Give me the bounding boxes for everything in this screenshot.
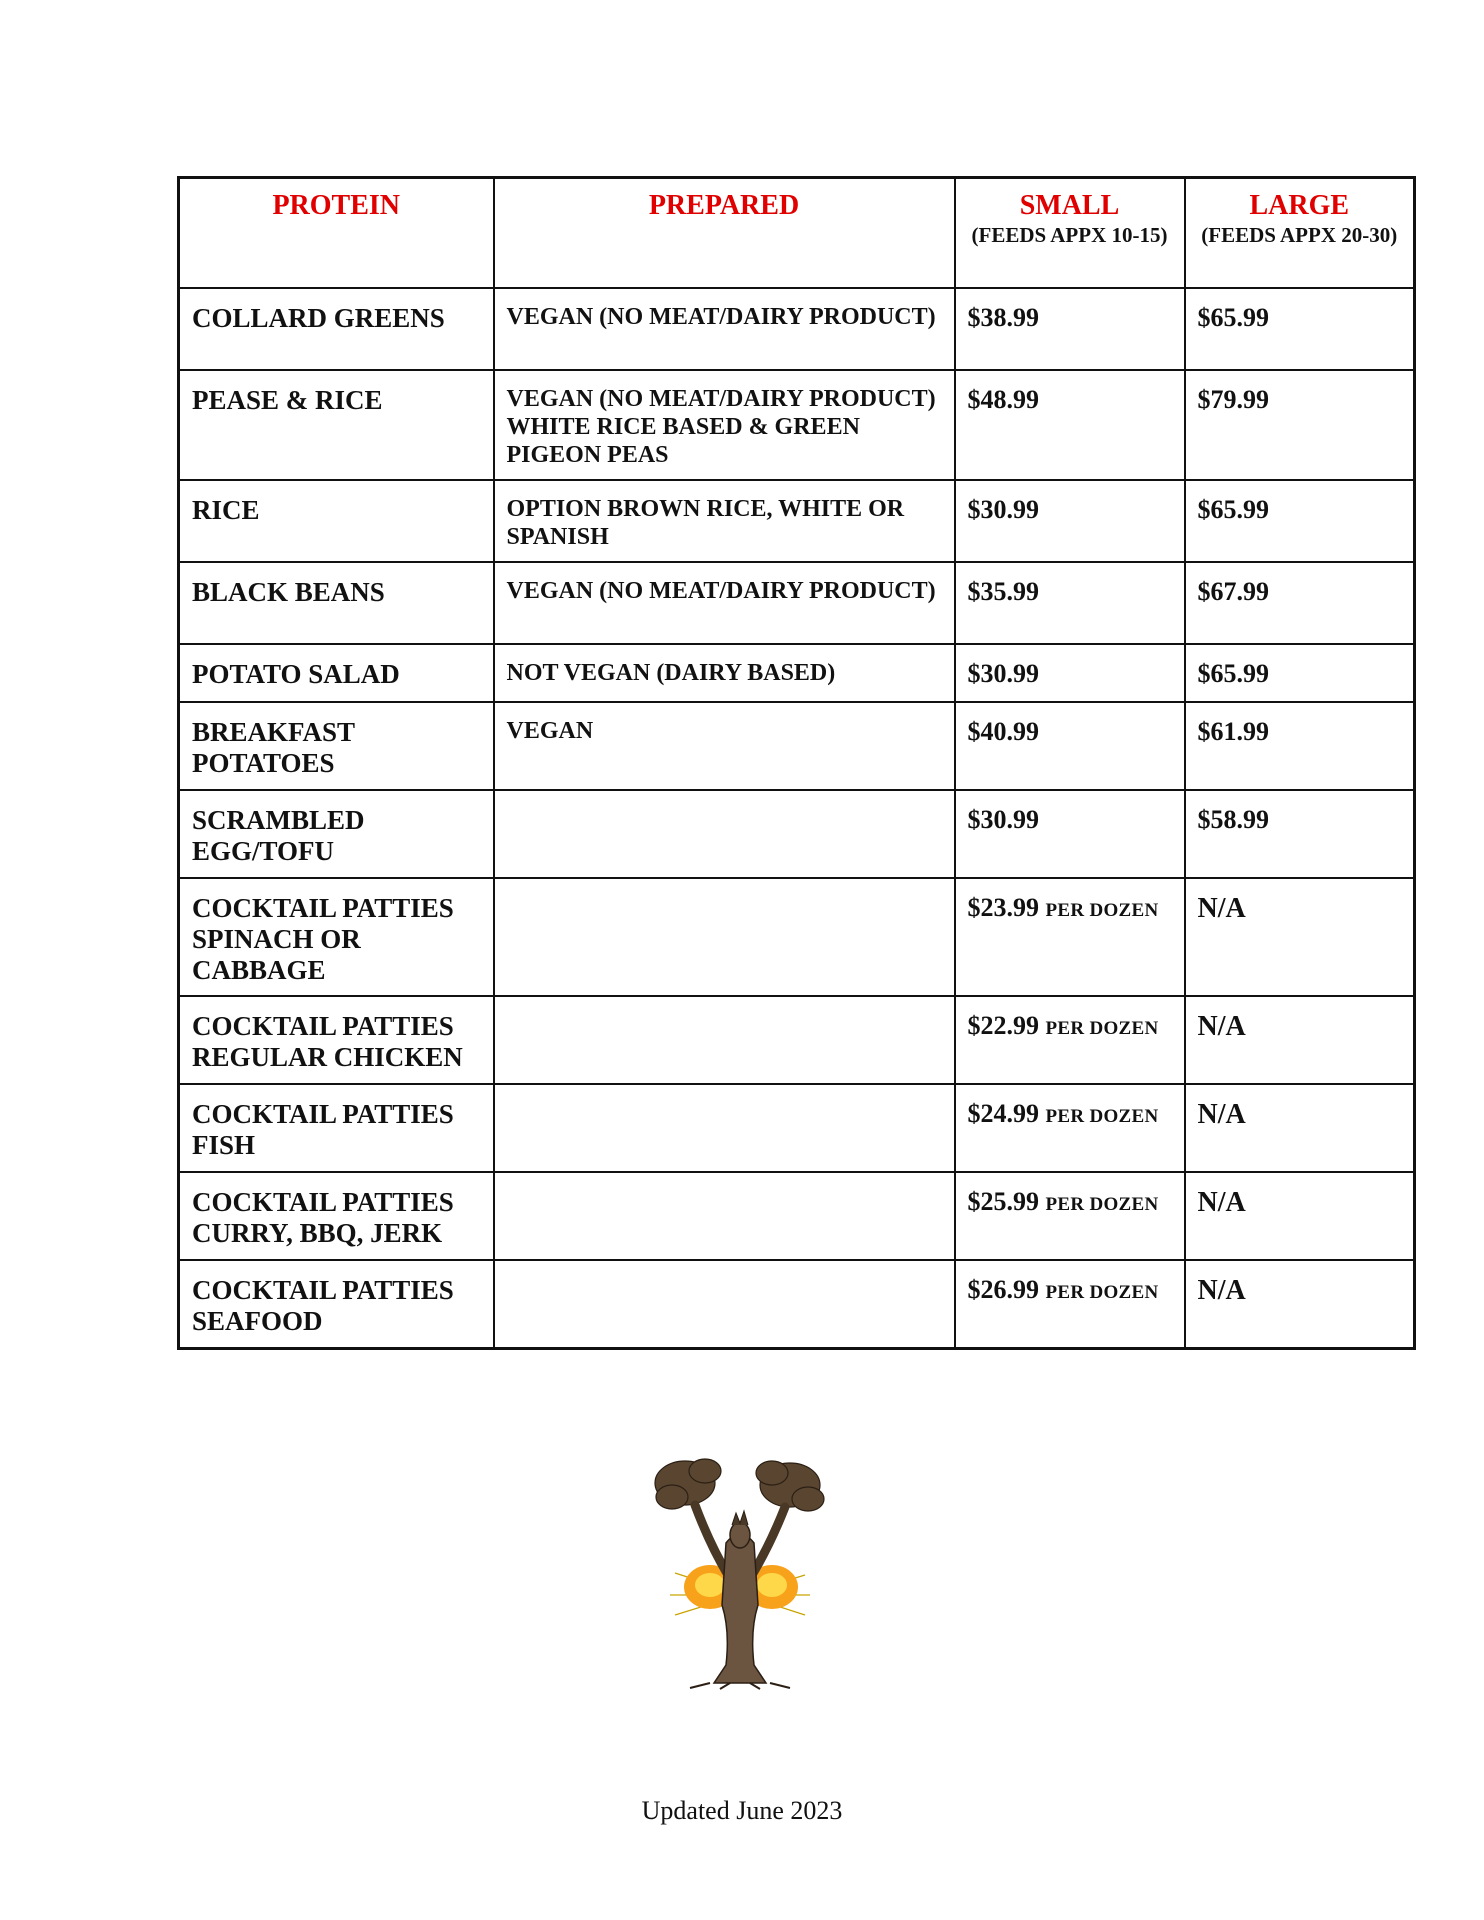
small-price: $26.99 bbox=[967, 1275, 1039, 1304]
protein-cell: COCKTAIL PATTIES SPINACH OR CABBAGE bbox=[179, 878, 494, 996]
prepared-cell bbox=[494, 1172, 955, 1260]
header-small-label: SMALL bbox=[1019, 190, 1120, 221]
large-price-cell bbox=[1185, 702, 1415, 790]
small-price: $40.99 bbox=[967, 717, 1039, 746]
protein-cell: BREAKFAST POTATOES bbox=[179, 702, 494, 790]
prepared-cell bbox=[494, 878, 955, 996]
table-header-row bbox=[179, 178, 1415, 289]
protein-cell: BLACK BEANS bbox=[179, 562, 494, 644]
small-price: $30.99 bbox=[967, 495, 1039, 524]
small-price-cell bbox=[955, 562, 1185, 644]
protein-cell: COCKTAIL PATTIES SEAFOOD bbox=[179, 1260, 494, 1348]
small-price-cell bbox=[955, 702, 1185, 790]
large-price: $61.99 bbox=[1197, 717, 1269, 746]
large-price-cell bbox=[1185, 562, 1415, 644]
prepared-cell bbox=[494, 1084, 955, 1172]
prepared-cell: VEGAN (NO MEAT/DAIRY PRODUCT) WHITE RICE BASED & GREEN PIGEON PEAS bbox=[494, 370, 955, 480]
small-price: $38.99 bbox=[967, 303, 1039, 332]
per-dozen-label: PER DOZEN bbox=[1045, 1106, 1159, 1127]
protein-cell: SCRAMBLED EGG/TOFU bbox=[179, 790, 494, 878]
prepared-cell bbox=[494, 790, 955, 878]
prepared-cell bbox=[494, 1260, 955, 1348]
table-row bbox=[179, 1260, 1415, 1348]
header-prepared-label: PREPARED bbox=[648, 190, 800, 221]
per-dozen-label: PER DOZEN bbox=[1045, 1194, 1159, 1215]
small-price-cell bbox=[955, 480, 1185, 562]
tree-man-sun-logo-icon bbox=[650, 1455, 830, 1690]
protein-cell: COCKTAIL PATTIES FISH bbox=[179, 1084, 494, 1172]
table-row bbox=[179, 790, 1415, 878]
prepared-cell: VEGAN bbox=[494, 702, 955, 790]
menu-price-table bbox=[177, 176, 1416, 1350]
table-row bbox=[179, 644, 1415, 702]
small-price-cell bbox=[955, 288, 1185, 370]
tree-canopy bbox=[655, 1459, 824, 1511]
table-body bbox=[179, 288, 1415, 1348]
large-price: $58.99 bbox=[1197, 805, 1269, 834]
large-price-cell bbox=[1185, 288, 1415, 370]
small-price: $24.99 bbox=[967, 1099, 1039, 1128]
small-price-cell bbox=[955, 996, 1185, 1084]
large-price-cell bbox=[1185, 644, 1415, 702]
small-price-cell bbox=[955, 1172, 1185, 1260]
table-row bbox=[179, 996, 1415, 1084]
per-dozen-label: PER DOZEN bbox=[1045, 900, 1159, 921]
protein-cell: COCKTAIL PATTIES REGULAR CHICKEN bbox=[179, 996, 494, 1084]
small-price-cell bbox=[955, 370, 1185, 480]
header-large bbox=[1185, 178, 1415, 289]
large-price: $65.99 bbox=[1197, 495, 1269, 524]
prepared-cell: VEGAN (NO MEAT/DAIRY PRODUCT) bbox=[494, 288, 955, 370]
table-row bbox=[179, 562, 1415, 644]
small-price: $48.99 bbox=[967, 385, 1039, 414]
tree-roots bbox=[690, 1683, 790, 1689]
large-price-cell bbox=[1185, 1084, 1415, 1172]
large-price-cell bbox=[1185, 790, 1415, 878]
small-price: $30.99 bbox=[967, 659, 1039, 688]
large-price: $65.99 bbox=[1197, 303, 1269, 332]
small-price-cell bbox=[955, 1260, 1185, 1348]
updated-date: Updated June 2023 bbox=[641, 1796, 843, 1825]
large-price: $79.99 bbox=[1197, 385, 1269, 414]
prepared-cell bbox=[494, 996, 955, 1084]
large-price: N/A bbox=[1197, 1099, 1246, 1130]
table-row bbox=[179, 480, 1415, 562]
large-price: N/A bbox=[1197, 1011, 1246, 1042]
small-price: $25.99 bbox=[967, 1187, 1039, 1216]
protein-cell: COLLARD GREENS bbox=[179, 288, 494, 370]
table-row bbox=[179, 878, 1415, 996]
header-prepared bbox=[494, 178, 955, 289]
table-row bbox=[179, 1172, 1415, 1260]
header-protein-label: PROTEIN bbox=[272, 190, 401, 221]
large-price: $65.99 bbox=[1197, 659, 1269, 688]
large-price-cell bbox=[1185, 1172, 1415, 1260]
large-price: N/A bbox=[1197, 1187, 1246, 1218]
table-row bbox=[179, 702, 1415, 790]
large-price-cell bbox=[1185, 370, 1415, 480]
protein-cell: RICE bbox=[179, 480, 494, 562]
small-price-cell bbox=[955, 878, 1185, 996]
header-large-label: LARGE bbox=[1249, 190, 1350, 221]
small-price: $23.99 bbox=[967, 893, 1039, 922]
protein-cell: PEASE & RICE bbox=[179, 370, 494, 480]
header-small bbox=[955, 178, 1185, 289]
table-row bbox=[179, 370, 1415, 480]
large-price: N/A bbox=[1197, 1275, 1246, 1306]
small-price: $35.99 bbox=[967, 577, 1039, 606]
small-price: $30.99 bbox=[967, 805, 1039, 834]
prepared-cell: NOT VEGAN (DAIRY BASED) bbox=[494, 644, 955, 702]
header-large-subtitle: (FEEDS APPX 20-30) bbox=[1201, 223, 1398, 247]
header-protein bbox=[179, 178, 494, 289]
large-price: $67.99 bbox=[1197, 577, 1269, 606]
large-price-cell bbox=[1185, 1260, 1415, 1348]
table-row bbox=[179, 288, 1415, 370]
large-price-cell bbox=[1185, 996, 1415, 1084]
large-price-cell bbox=[1185, 878, 1415, 996]
table-row bbox=[179, 1084, 1415, 1172]
large-price: N/A bbox=[1197, 893, 1246, 924]
header-small-subtitle: (FEEDS APPX 10-15) bbox=[971, 223, 1168, 247]
small-price-cell bbox=[955, 1084, 1185, 1172]
small-price-cell bbox=[955, 644, 1185, 702]
prepared-cell: OPTION BROWN RICE, WHITE OR SPANISH bbox=[494, 480, 955, 562]
prepared-cell: VEGAN (NO MEAT/DAIRY PRODUCT) bbox=[494, 562, 955, 644]
small-price-cell bbox=[955, 790, 1185, 878]
large-price-cell bbox=[1185, 480, 1415, 562]
protein-cell: POTATO SALAD bbox=[179, 644, 494, 702]
small-price: $22.99 bbox=[967, 1011, 1039, 1040]
per-dozen-label: PER DOZEN bbox=[1045, 1282, 1159, 1303]
protein-cell: COCKTAIL PATTIES CURRY, BBQ, JERK bbox=[179, 1172, 494, 1260]
per-dozen-label: PER DOZEN bbox=[1045, 1018, 1159, 1039]
head bbox=[730, 1522, 750, 1548]
